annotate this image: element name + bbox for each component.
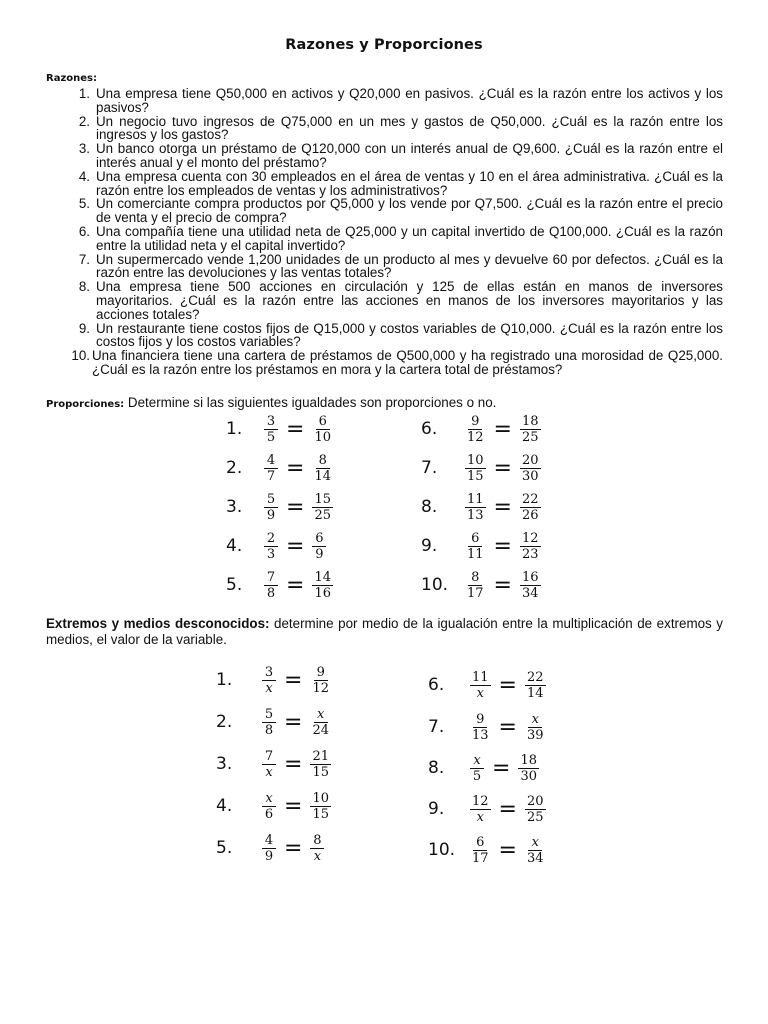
equation-number: 9.	[428, 799, 445, 819]
item-text: Un comerciante compra productos por Q5,000 y los vende por Q7,500. ¿Cuál es la razón entre el precio de venta y el precio de compra?	[96, 196, 723, 226]
numerator: 22	[526, 669, 544, 685]
fraction	[470, 795, 491, 824]
fraction	[465, 493, 486, 522]
denominator: 13	[467, 507, 484, 523]
fraction	[520, 415, 541, 444]
equation-number: 7.	[428, 717, 445, 737]
denominator: 11	[467, 546, 484, 562]
equation-number: 8.	[421, 497, 438, 517]
numerator: 18	[521, 413, 539, 429]
equation-item	[216, 662, 333, 698]
proporciones-label: Proporciones:	[46, 399, 125, 410]
item-number: 3.	[78, 141, 90, 157]
equals-sign: =	[492, 755, 511, 781]
fraction	[465, 532, 486, 561]
numerator: 20	[526, 793, 544, 809]
fraction	[264, 571, 278, 600]
extremos-instruction: determine por medio de la igualación entre la multiplicación de extremos y medios, el valor de la variable.	[46, 616, 723, 647]
denominator: 3	[266, 546, 276, 562]
item-text: Una financiera tiene una cartera de préstamos de Q500,000 y ha registrado una morosidad de Q25,000. ¿Cuál es la razón entre los préstamos en mora y la cartera total de préstamos?	[92, 348, 723, 377]
fraction	[312, 415, 333, 444]
fraction	[465, 415, 486, 444]
equals-sign: =	[286, 572, 305, 598]
denominator: 16	[314, 585, 331, 601]
equals-sign: =	[284, 793, 303, 819]
denominator: 17	[472, 850, 489, 866]
denominator: 34	[526, 850, 544, 866]
equation-item	[428, 832, 548, 868]
item-text: Una empresa tiene 500 acciones en circulación y 125 de ellas están en manos de inversores mayoritarios. ¿Cuál es la razón entre las acciones en manos de los inversores mayoritarios y las acciones totales?	[96, 279, 723, 322]
numerator: 3	[262, 666, 276, 681]
fraction	[310, 750, 331, 779]
numerator: x	[470, 754, 484, 769]
denominator: 23	[521, 546, 539, 562]
numerator: 6	[316, 415, 330, 430]
equation-number: 10.	[421, 575, 449, 595]
denominator: 12	[312, 680, 329, 696]
numerator: x	[314, 708, 328, 723]
denominator: x	[265, 764, 273, 780]
equation-number: 10.	[428, 840, 456, 860]
equation-item	[226, 567, 335, 603]
item-number: 2.	[78, 113, 90, 129]
item-number: 10.	[71, 348, 90, 364]
fraction	[262, 750, 276, 779]
equation-number: 8.	[428, 758, 445, 778]
denominator: x	[476, 809, 484, 825]
numerator: 4	[262, 834, 276, 849]
denominator: 12	[467, 429, 484, 445]
denominator: 8	[266, 585, 276, 601]
equation-number: 3.	[226, 497, 243, 517]
fraction	[465, 571, 486, 600]
denominator: 9	[264, 848, 274, 864]
equation-item	[226, 411, 335, 447]
item-text: Una empresa tiene Q50,000 en activos y Q20,000 en pasivos. ¿Cuál es la razón entre los activos y los pasivos?	[96, 86, 723, 115]
equals-sign: =	[286, 455, 305, 481]
denominator: 6	[264, 806, 274, 822]
fraction	[518, 754, 539, 783]
denominator: x	[265, 680, 273, 696]
equals-sign: =	[284, 667, 303, 693]
denominator: 24	[312, 722, 329, 738]
equation-number: 7.	[421, 458, 438, 478]
equals-sign: =	[493, 572, 512, 598]
numerator: 22	[521, 491, 539, 507]
equals-sign: =	[286, 494, 305, 520]
numerator: 10	[312, 790, 329, 806]
equation-item	[428, 791, 548, 827]
numerator: 10	[467, 452, 484, 468]
equation-number: 9.	[421, 536, 438, 556]
fraction	[262, 666, 276, 695]
extremos-label: Extremos y medios desconocidos:	[46, 616, 270, 631]
list-item	[46, 280, 723, 321]
fraction	[264, 415, 278, 444]
equals-sign: =	[493, 416, 512, 442]
equation-item	[421, 528, 543, 564]
denominator: 14	[526, 685, 544, 701]
denominator: 7	[266, 468, 276, 484]
list-item	[46, 253, 723, 281]
denominator: 5	[266, 429, 276, 445]
denominator: 30	[521, 468, 539, 484]
item-text: Una empresa cuenta con 30 empleados en el área de ventas y 10 en el área administrativa. ¿Cuál es la razón entre los empleados de ventas y los administrativos?	[96, 168, 723, 198]
numerator: 12	[472, 793, 489, 809]
item-text: Un banco otorga un préstamo de Q120,000 con un interés anual de Q9,600. ¿Cuál es la razón entre el interés anual y el monto del préstamo?	[96, 141, 723, 170]
fraction	[525, 671, 546, 700]
list-item	[46, 115, 723, 143]
numerator: 9	[314, 666, 328, 681]
equals-sign: =	[284, 709, 303, 735]
equals-sign: =	[498, 672, 517, 698]
fraction	[520, 493, 541, 522]
equation-number: 1.	[216, 670, 233, 690]
denominator: 15	[467, 468, 484, 484]
equation-item	[216, 746, 333, 782]
razones-label: Razones:	[46, 73, 97, 84]
denominator: 25	[521, 429, 539, 445]
numerator: x	[528, 836, 542, 851]
fraction	[525, 795, 546, 824]
fraction	[312, 532, 326, 561]
denominator: 25	[314, 507, 331, 523]
item-number: 9.	[78, 320, 90, 336]
numerator: 14	[314, 569, 331, 585]
equals-sign: =	[498, 837, 517, 863]
proporciones-heading	[46, 395, 496, 410]
razones-list	[46, 87, 723, 377]
denominator: 9	[266, 507, 276, 523]
denominator: x	[313, 848, 322, 864]
equals-sign: =	[498, 796, 517, 822]
equals-sign: =	[493, 494, 512, 520]
fraction	[310, 792, 331, 821]
proporciones-instruction: Determine si las siguientes igualdades son proporciones o no.	[127, 395, 497, 410]
item-text: Un supermercado vende 1,200 unidades de un producto al mes y devuelve 60 por defectos. ¿Cuál es la razón entre las devoluciones y las ventas totales?	[96, 251, 723, 281]
list-item	[46, 170, 723, 198]
numerator: 5	[262, 708, 276, 723]
equation-number: 3.	[216, 754, 233, 774]
denominator: x	[476, 685, 484, 701]
fraction	[312, 493, 333, 522]
numerator: 11	[472, 669, 489, 685]
numerator: 2	[264, 532, 278, 547]
numerator: 15	[314, 491, 331, 507]
item-number: 5.	[78, 196, 90, 212]
numerator: 18	[520, 752, 537, 768]
denominator: 8	[264, 722, 274, 738]
equals-sign: =	[493, 533, 512, 559]
numerator: 12	[521, 530, 539, 546]
equation-item	[226, 489, 335, 525]
item-number: 4.	[78, 168, 90, 184]
fraction	[470, 713, 491, 742]
item-number: 8.	[78, 279, 90, 295]
fraction	[312, 571, 333, 600]
denominator: 25	[526, 809, 544, 825]
equation-item	[421, 450, 543, 486]
numerator: 8	[468, 571, 482, 586]
list-item	[46, 225, 723, 253]
denominator: 13	[472, 727, 489, 743]
fraction	[465, 454, 486, 483]
numerator: 9	[473, 713, 487, 728]
numerator: 8	[316, 454, 330, 469]
item-number: 7.	[78, 251, 90, 267]
fraction	[262, 708, 276, 737]
equation-number: 5.	[216, 838, 233, 858]
equals-sign: =	[284, 751, 303, 777]
item-text: Una compañía tiene una utilidad neta de Q25,000 y un capital invertido de Q100,000. ¿Cuál es la razón entre la utilidad neta y el capital invertido?	[96, 223, 723, 253]
numerator: 20	[521, 452, 539, 468]
numerator: 9	[468, 415, 482, 430]
fraction	[264, 454, 278, 483]
equation-item	[428, 750, 541, 786]
item-text: Un restaurante tiene costos fijos de Q15,000 y costos variables de Q10,000. ¿Cuál es la razón entre los costos fijos y los costos variables?	[96, 320, 723, 350]
page-title: Razones y Proporciones	[285, 37, 483, 53]
equation-item	[421, 567, 543, 603]
equation-item	[428, 667, 548, 703]
numerator: 11	[467, 491, 484, 507]
item-text: Un negocio tuvo ingresos de Q75,000 en un mes y gastos de Q50,000. ¿Cuál es la razón entre los ingresos y los gastos?	[96, 113, 723, 143]
equals-sign: =	[493, 455, 512, 481]
list-item	[46, 87, 723, 115]
fraction	[520, 532, 541, 561]
list-item	[46, 142, 723, 170]
denominator: 17	[467, 585, 484, 601]
fraction	[520, 454, 541, 483]
equation-number: 1.	[226, 419, 243, 439]
fraction	[470, 671, 491, 700]
equation-number: 2.	[226, 458, 243, 478]
list-item	[46, 349, 723, 377]
denominator: 14	[314, 468, 331, 484]
equals-sign: =	[498, 714, 517, 740]
denominator: 10	[314, 429, 331, 445]
numerator: 4	[264, 454, 278, 469]
denominator: 15	[312, 764, 329, 780]
fraction	[470, 754, 484, 783]
fraction	[310, 666, 331, 695]
fraction	[262, 792, 276, 821]
equation-item	[216, 788, 333, 824]
denominator: 9	[315, 546, 324, 562]
equation-item	[226, 450, 335, 486]
numerator: 6	[473, 836, 487, 851]
numerator: 5	[264, 493, 278, 508]
fraction	[264, 532, 278, 561]
numerator: 21	[312, 748, 329, 764]
equals-sign: =	[284, 835, 303, 861]
list-item	[46, 197, 723, 225]
fraction	[262, 834, 276, 863]
extremos-heading	[46, 616, 723, 648]
fraction	[264, 493, 278, 522]
numerator: 6	[468, 532, 482, 547]
equals-sign: =	[286, 533, 305, 559]
numerator: 7	[262, 750, 276, 765]
denominator: 15	[312, 806, 329, 822]
denominator: 5	[472, 768, 482, 784]
numerator: x	[262, 792, 276, 807]
equation-number: 4.	[226, 536, 243, 556]
equals-sign: =	[286, 416, 305, 442]
equation-number: 6.	[428, 675, 445, 695]
equation-item	[216, 704, 333, 740]
equation-item	[428, 709, 548, 745]
equation-item	[216, 830, 326, 866]
denominator: 39	[526, 727, 544, 743]
item-number: 6.	[78, 223, 90, 239]
numerator: 6	[312, 532, 326, 547]
fraction	[525, 713, 546, 742]
equation-item	[226, 528, 328, 564]
item-number: 1.	[78, 86, 90, 101]
fraction	[470, 836, 491, 865]
numerator: 7	[264, 571, 278, 586]
fraction	[310, 834, 324, 863]
equation-number: 6.	[421, 419, 438, 439]
list-item	[46, 322, 723, 350]
numerator: 3	[264, 415, 278, 430]
denominator: 34	[521, 585, 539, 601]
fraction	[520, 571, 541, 600]
numerator: x	[528, 713, 542, 728]
fraction	[310, 708, 331, 737]
equation-item	[421, 489, 543, 525]
fraction	[312, 454, 333, 483]
numerator: 8	[310, 834, 324, 849]
equation-number: 2.	[216, 712, 233, 732]
fraction	[525, 836, 546, 865]
equation-item	[421, 411, 543, 447]
denominator: 30	[520, 768, 537, 784]
denominator: 26	[521, 507, 539, 523]
numerator: 16	[521, 569, 539, 585]
equation-number: 4.	[216, 796, 233, 816]
equation-number: 5.	[226, 575, 243, 595]
